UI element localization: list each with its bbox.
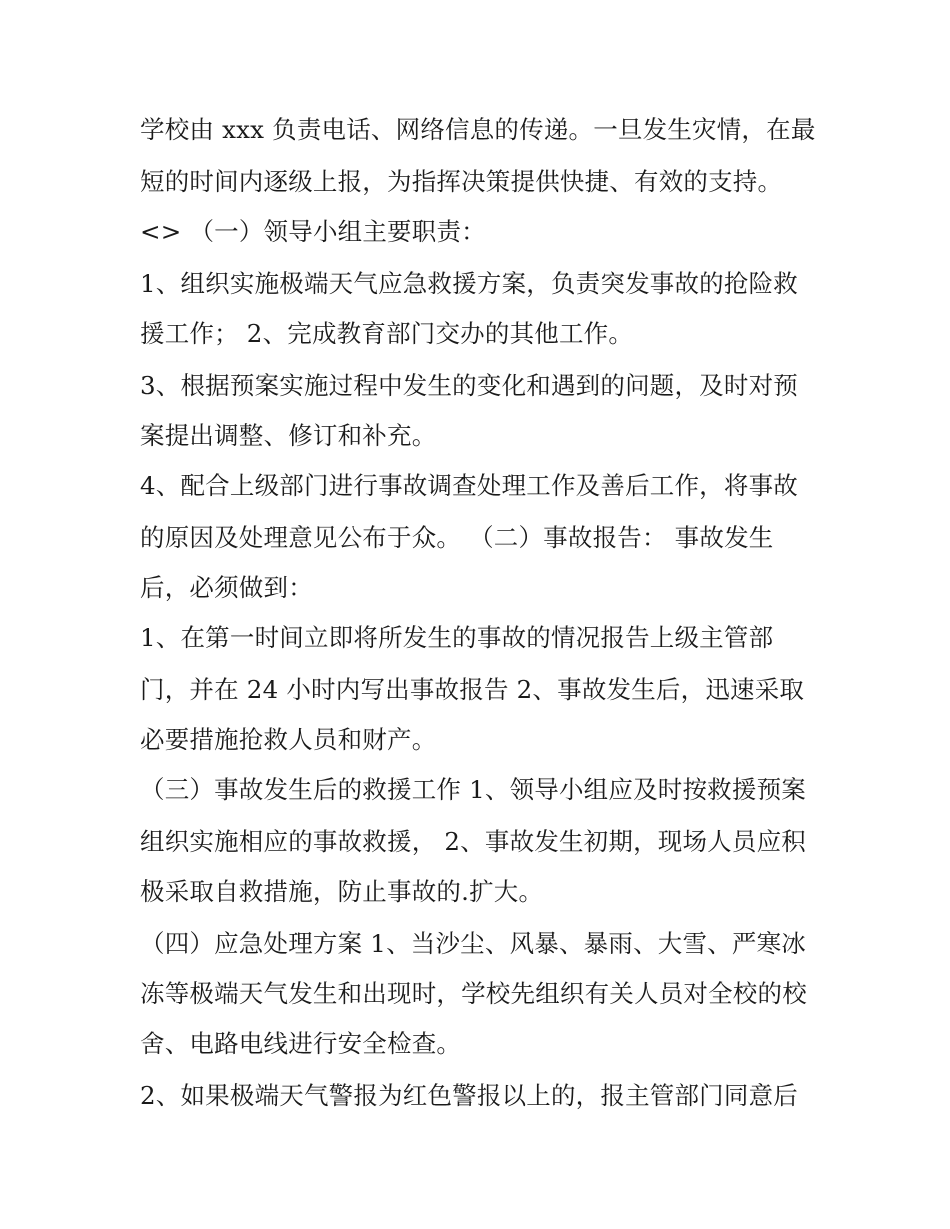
text-line: 短的时间内逐级上报，为指挥决策提供快捷、有效的支持。 [140, 167, 783, 196]
section-heading: <> （一）领导小组主要职责： [140, 217, 486, 246]
text-line: 冻等极端天气发生和出现时，学校先组织有关人员对全校的校 [140, 979, 807, 1008]
text-line: 2、如果极端天气警报为红色警报以上的，报主管部门同意后 [140, 1081, 798, 1110]
text-line: （四）应急处理方案 1、当沙尘、风暴、暴雨、大雪、严寒冰 [140, 929, 806, 958]
text-line: 后，必须做到： [140, 573, 313, 602]
text-line: （三）事故发生后的救援工作 1、领导小组应及时按救援预案 [140, 775, 806, 804]
text-line: 1、在第一时间立即将所发生的事故的情况报告上级主管部 [140, 623, 774, 652]
text-line: 援工作； 2、完成教育部门交办的其他工作。 [140, 319, 634, 348]
text-line: 必要措施抢救人员和财产。 [140, 725, 437, 754]
text-line: 舍、电路电线进行安全检查。 [140, 1029, 462, 1058]
text-line: 3、根据预案实施过程中发生的变化和遇到的问题，及时对预 [140, 371, 798, 400]
text-line: 组织实施相应的事故救援， 2、事故发生初期，现场人员应积 [140, 827, 806, 856]
text-line: 1、组织实施极端天气应急救援方案，负责突发事故的抢险救 [140, 269, 798, 298]
text-line: 案提出调整、修订和补充。 [140, 421, 437, 450]
text-line: 门，并在 24 小时内写出事故报告 2、事故发生后，迅速采取 [140, 675, 805, 704]
text-line: 极采取自救措施，防止事故的.扩大。 [140, 877, 544, 906]
text-line: 的原因及处理意见公布于众。 （二）事故报告： 事故发生 [140, 523, 774, 552]
text-line: 4、配合上级部门进行事故调查处理工作及善后工作，将事故 [140, 471, 798, 500]
text-line: 学校由 xxx 负责电话、网络信息的传递。一旦发生灾情，在最 [140, 115, 816, 144]
